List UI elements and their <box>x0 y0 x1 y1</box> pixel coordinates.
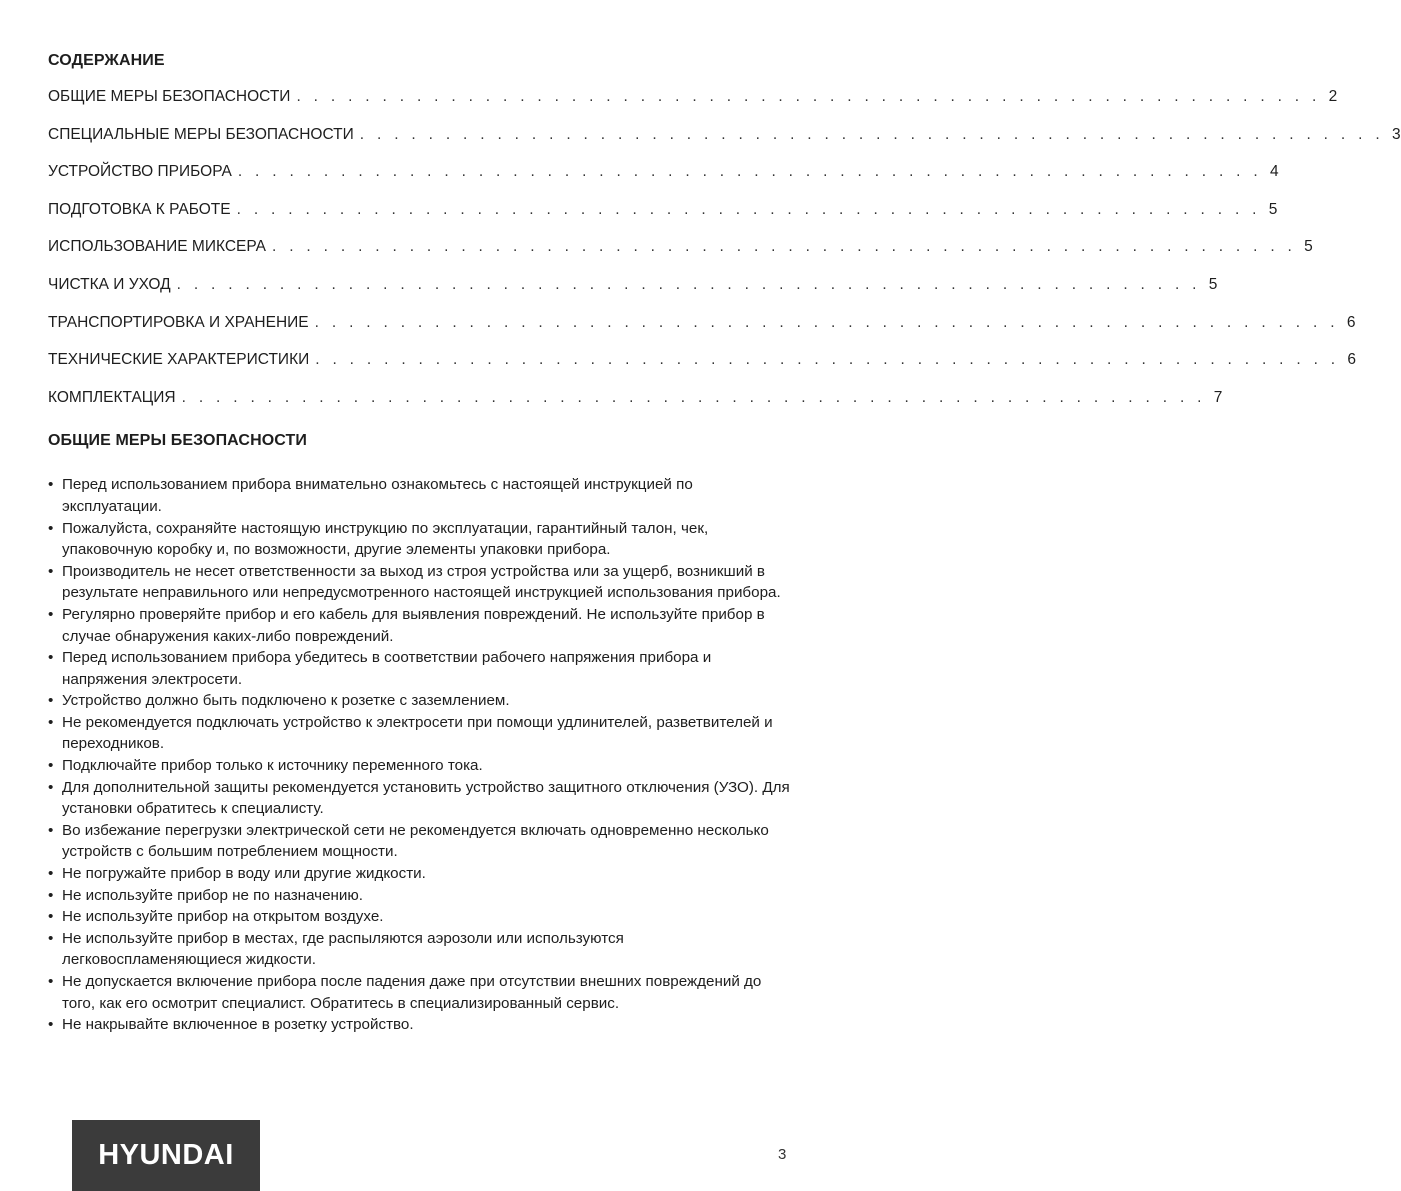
toc-item-page: 5 <box>1208 275 1218 293</box>
list-item <box>48 863 793 885</box>
bullet-icon: • <box>48 821 54 839</box>
toc-item-page: 7 <box>1213 388 1223 406</box>
bullet-icon: • <box>48 1016 54 1034</box>
bullet-icon: • <box>48 692 54 710</box>
list-item-text: Устройство должно быть подключено к розетке с заземлением. <box>62 692 510 710</box>
toc-leader-dots: . . . . . . . . . . . . . . . . . . . . . . . . . . . . . . . . . . . . . . . . . . . . . . . . . . . . . . . . . . . . <box>236 200 1261 218</box>
toc-item-label: ОБЩИЕ МЕРЫ БЕЗОПАСНОСТИ <box>48 88 291 105</box>
list-item <box>48 906 793 928</box>
list-item-text: Для дополнительной защиты рекомендуется установить устройство защитного отключения (УЗО). Для установки обратитесь к специалисту. <box>62 778 790 818</box>
list-item <box>48 561 793 604</box>
toc-item-label: КОМПЛЕКТАЦИЯ <box>48 388 176 406</box>
table-of-contents <box>48 88 1401 426</box>
list-item-text: Перед использованием прибора внимательно ознакомьтесь с настоящей инструкцией по эксплуатации. <box>62 476 693 515</box>
list-item <box>48 755 793 777</box>
safety-list <box>48 474 793 1035</box>
list-item <box>48 885 793 907</box>
list-item-text: Производитель не несет ответственности за выход из строя устройства или за ущерб, возникший в результате неправильного или непредусмотренного настоящей инструкцией использования прибора. <box>62 562 781 602</box>
list-item <box>48 712 793 755</box>
bullet-icon: • <box>48 886 54 904</box>
toc-item[interactable] <box>48 125 1401 164</box>
toc-item[interactable] <box>48 275 1218 314</box>
toc-item-page: 6 <box>1347 351 1357 369</box>
bullet-icon: • <box>48 929 54 947</box>
toc-item-label: УСТРОЙСТВО ПРИБОРА <box>48 163 232 181</box>
list-item-text: Во избежание перегрузки электрической сети не рекомендуется включать одновременно несколько устройств с большим потреблением мощности. <box>62 821 769 861</box>
list-item <box>48 820 793 863</box>
toc-item-label: СПЕЦИАЛЬНЫЕ МЕРЫ БЕЗОПАСНОСТИ <box>48 125 354 143</box>
list-item-text: Не рекомендуется подключать устройство к электросети при помощи удлинителей, разветвителей и переходников. <box>62 713 773 753</box>
logo-text: HYUNDAI <box>98 1139 234 1171</box>
section-title: ОБЩИЕ МЕРЫ БЕЗОПАСНОСТИ <box>48 432 308 450</box>
bullet-icon: • <box>48 713 54 731</box>
toc-item-page: 5 <box>1268 200 1278 218</box>
toc-item-label: ИСПОЛЬЗОВАНИЕ МИКСЕРА <box>48 238 266 256</box>
toc-item-page: 6 <box>1346 313 1356 331</box>
list-item-text: Не используйте прибор в местах, где распыляются аэрозоли или используются легковоспламеняющиеся жидкости. <box>62 929 624 969</box>
toc-item-page: 3 <box>1391 125 1401 143</box>
list-item <box>48 777 793 820</box>
toc-item-label: ПОДГОТОВКА К РАБОТЕ <box>48 200 231 218</box>
list-item-text: Не погружайте прибор в воду или другие жидкости. <box>62 865 426 883</box>
toc-item[interactable] <box>48 388 1223 427</box>
toc-item[interactable] <box>48 88 1338 126</box>
list-item <box>48 518 793 561</box>
bullet-icon: • <box>48 778 54 796</box>
toc-item-label: ЧИСТКА И УХОД <box>48 275 171 293</box>
contents-title: СОДЕРЖАНИЕ <box>48 52 165 69</box>
list-item-text: Не накрывайте включенное в розетку устройство. <box>62 1016 414 1034</box>
bullet-icon: • <box>48 562 54 580</box>
toc-item-page: 2 <box>1328 88 1338 105</box>
toc-leader-dots: . . . . . . . . . . . . . . . . . . . . . . . . . . . . . . . . . . . . . . . . . . . . . . . . . . . . . . . . . . . . <box>237 163 1263 181</box>
toc-item[interactable] <box>48 200 1278 239</box>
list-item-text: Не используйте прибор на открытом воздухе. <box>62 908 384 926</box>
bullet-icon: • <box>48 519 54 537</box>
toc-leader-dots: . . . . . . . . . . . . . . . . . . . . . . . . . . . . . . . . . . . . . . . . . . . . . . . . . . . . . . . . . . . . <box>315 351 1340 369</box>
toc-item[interactable] <box>48 238 1313 276</box>
bullet-icon: • <box>48 865 54 883</box>
list-item-text: Перед использованием прибора убедитесь в соответствии рабочего напряжения прибора и напряжения электросети. <box>62 649 712 688</box>
toc-item-label: ТРАНСПОРТИРОВКА И ХРАНЕНИЕ <box>48 313 309 331</box>
bullet-icon: • <box>48 908 54 926</box>
list-item <box>48 971 793 1014</box>
toc-item[interactable] <box>48 351 1357 389</box>
bullet-icon: • <box>48 476 54 494</box>
list-item <box>48 647 793 690</box>
bullet-icon: • <box>48 649 54 667</box>
toc-item-label: ТЕХНИЧЕСКИЕ ХАРАКТЕРИСТИКИ <box>48 351 310 369</box>
toc-leader-dots: . . . . . . . . . . . . . . . . . . . . . . . . . . . . . . . . . . . . . . . . . . . . . . . . . . . . . . . . . . . . <box>272 238 1297 256</box>
list-item-text: Не допускается включение прибора после падения даже при отсутствии внешних повреждений до того, как его осмотрит специалист. Обратитесь в специализированный сервис. <box>62 973 762 1012</box>
list-item <box>48 1014 793 1036</box>
toc-item[interactable] <box>48 313 1356 352</box>
page-number: 3 <box>778 1146 787 1163</box>
toc-leader-dots: . . . . . . . . . . . . . . . . . . . . . . . . . . . . . . . . . . . . . . . . . . . . . . . . . . . . . . . . . . . . <box>359 125 1384 143</box>
toc-item[interactable] <box>48 163 1279 201</box>
list-item <box>48 928 793 971</box>
bullet-icon: • <box>48 605 54 623</box>
list-item-text: Регулярно проверяйте прибор и его кабель для выявления повреждений. Не используйте прибор в случае обнаружения каких-либо повреждений. <box>62 605 765 645</box>
list-item-text: Пожалуйста, сохраняйте настоящую инструкцию по эксплуатации, гарантийный талон, чек, упаковочную коробку и, по возможности, другие элементы упаковки прибора. <box>62 519 709 559</box>
toc-item-page: 4 <box>1270 163 1279 181</box>
list-item-text: Подключайте прибор только к источнику переменного тока. <box>62 757 483 775</box>
toc-leader-dots: . . . . . . . . . . . . . . . . . . . . . . . . . . . . . . . . . . . . . . . . . . . . . . . . . . . . . . . . . . . . <box>181 388 1206 406</box>
toc-leader-dots: . . . . . . . . . . . . . . . . . . . . . . . . . . . . . . . . . . . . . . . . . . . . . . . . . . . . . . . . . . . . <box>296 88 1321 105</box>
brand-logo <box>72 1120 260 1191</box>
list-item <box>48 604 793 647</box>
bullet-icon: • <box>48 757 54 775</box>
list-item <box>48 474 793 517</box>
document-page <box>48 52 1401 1036</box>
list-item <box>48 690 793 712</box>
toc-item-page: 5 <box>1304 238 1313 256</box>
toc-leader-dots: . . . . . . . . . . . . . . . . . . . . . . . . . . . . . . . . . . . . . . . . . . . . . . . . . . . . . . . . . . . . <box>314 313 1339 331</box>
list-item-text: Не используйте прибор не по назначению. <box>62 886 364 904</box>
bullet-icon: • <box>48 973 54 990</box>
toc-leader-dots: . . . . . . . . . . . . . . . . . . . . . . . . . . . . . . . . . . . . . . . . . . . . . . . . . . . . . . . . . . . . <box>176 275 1201 293</box>
